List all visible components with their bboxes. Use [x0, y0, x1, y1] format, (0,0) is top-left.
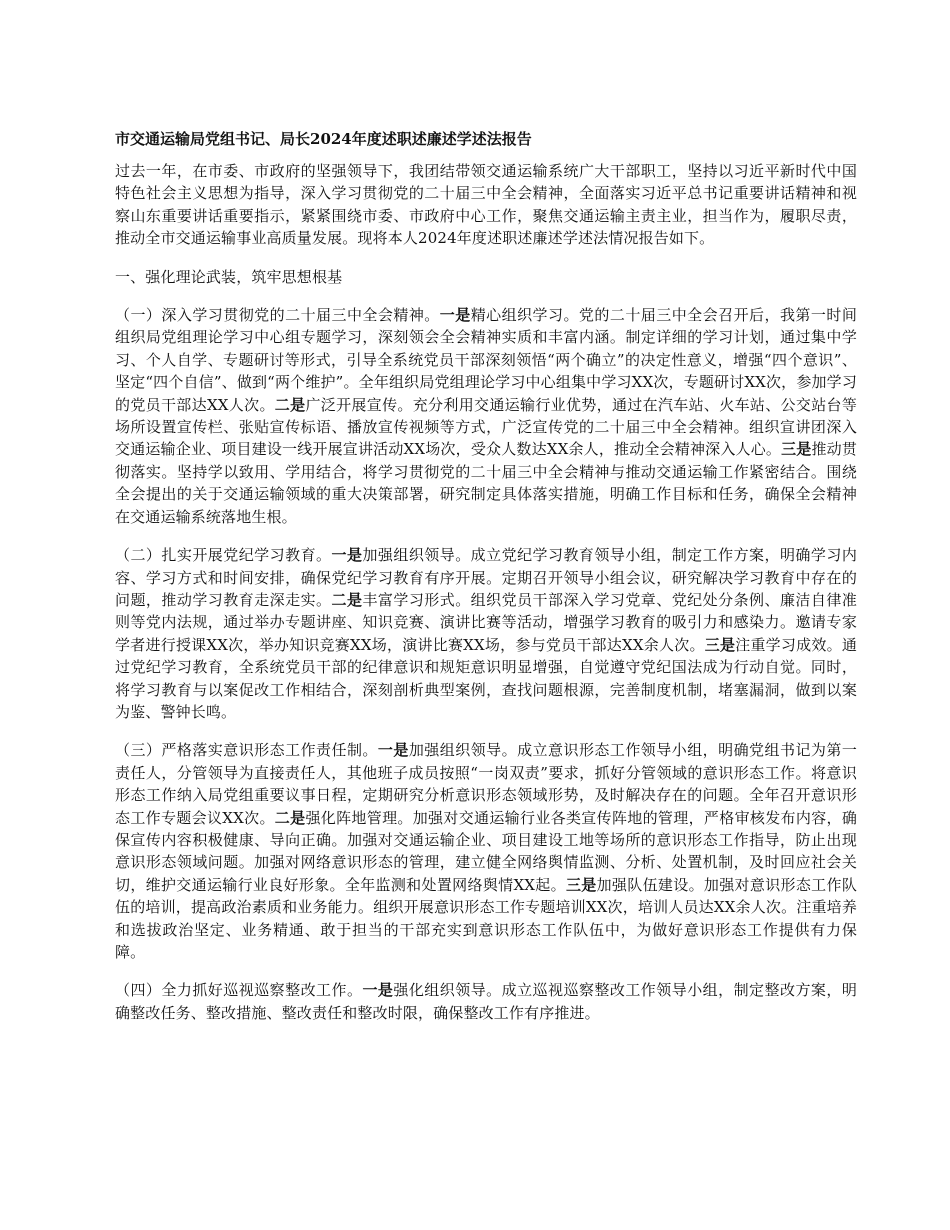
bold-marker: 二是 [274, 395, 306, 414]
paragraph-text: 过去一年，在市委、市政府的坚强领导下，我团结带领交通运输系统广大干部职工，坚持以习近平新时代中国特色社会主义思想为指导，深入学习贯彻党的二十届三中全会精神，全面落实习近平总书记重要讲话精神和视察山东重要讲话重要指示，紧紧围绕市委、市政府中心工作，聚焦交通运输主责主业，担当作为，履职尽责，推动全市交通运输事业高质量发展。现将本人2024年度述职述廉述学述法情况报告如下。 [115, 162, 857, 248]
paragraph-text: 精心组织学习。党的二十届三中全会召开后，我第一时间组织局党组理论学习中心组专题学习，深刻领会全会精神实质和丰富内涵。制定详细的学习计划，通过集中学习、个人自学、专题研讨等形式，引导全系统党员干部深刻领悟“两个确立”的决定性意义，增强“四个意识”、坚定“四个自信”、做到“两个维护”。全年组织局党组理论学习中心组集中学习XX次，专题研讨XX次，参加学习的党员干部达XX人次。 [115, 306, 857, 414]
paragraph-text: 加强队伍建设。加强对意识形态工作队伍的培训，提高政治素质和业务能力。组织开展意识形态工作专题培训XX次，培训人员达XX余人次。注重培养和选拔政治坚定、业务精通、敢于担当的干部充实到意识形态工作队伍中，为做好意识形态工作提供有力保障。 [115, 875, 857, 961]
paragraph-text: 丰富学习形式。组织党员干部深入学习党章、党纪处分条例、廉洁自律准则等党内法规，通过举办专题讲座、知识竞赛、演讲比赛等活动，增强学习教育的吸引力和感染力。邀请专家学者进行授课XX次，举办知识竞赛XX场，演讲比赛XX场，参与党员干部达XX余人次。 [115, 590, 857, 654]
document-title: 市交通运输局党组书记、局长2024年度述职述廉述学述法报告 [115, 130, 532, 148]
paragraph-text: 加强组织领导。成立党纪学习教育领导小组，制定工作方案，明确学习内容、学习方式和时间安排，确保党纪学习教育有序开展。定期召开领导小组会议，研究解决学习教育中存在的问题，推动学习教育走深走实。 [115, 546, 857, 609]
bold-marker: 三是 [781, 440, 812, 459]
paragraph-text: （一）深入学习贯彻党的二十届三中全会精神。 [115, 306, 440, 325]
bold-marker: 一是 [331, 546, 363, 565]
bold-marker: 一是 [362, 981, 394, 1000]
body-paragraph [115, 304, 857, 528]
bold-marker: 二是 [274, 808, 306, 827]
section-heading [115, 266, 857, 288]
paragraph-text: 强化阵地管理。加强对交通运输行业各类宣传阵地的管理，严格审核发布内容，确保宣传内容积极健康、导向正确。加强对交通运输企业、项目建设工地等场所的意识形态工作指导，防止出现意识形态领域问题。加强对网络意识形态的管理，建立健全网络舆情监测、分析、处置机制，及时回应社会关切，维护交通运输行业良好形象。全年监测和处置网络舆情XX起。 [115, 808, 857, 894]
body-paragraph [115, 979, 857, 1024]
body-paragraph [115, 544, 857, 723]
paragraph-text: 加强组织领导。成立意识形态工作领导小组，明确党组书记为第一责任人，分管领导为直接责任人，其他班子成员按照“一岗双责”要求，抓好分管领域的意识形态工作。将意识形态工作纳入局党组重要议事日程，定期研究分析意识形态领域形势，及时解决存在的问题。全年召开意识形态工作专题会议XX次。 [115, 741, 857, 827]
paragraph-text: 注重学习成效。通过党纪学习教育，全系统党员干部的纪律意识和规矩意识明显增强，自觉遵守党纪国法成为行动自觉。同时，将学习教育与以案促改工作相结合，深刻剖析典型案例，查找问题根源，完善制度机制，堵塞漏洞，做到以案为鉴、警钟长鸣。 [115, 635, 857, 721]
bold-marker: 二是 [331, 590, 363, 609]
body-paragraph [115, 160, 857, 250]
paragraph-text: （二）扎实开展党纪学习教育。 [115, 546, 332, 565]
paragraph-text: 强化组织领导。成立巡视巡察整改工作领导小组，制定整改方案，明确整改任务、整改措施、整改责任和整改时限，确保整改工作有序推进。 [115, 981, 857, 1022]
bold-marker: 一是 [377, 741, 409, 760]
paragraph-text: 推动贯彻落实。坚持学以致用、学用结合，将学习贯彻党的二十届三中全会精神与推动交通运输工作紧密结合。围绕全会提出的关于交通运输领域的重大决策部署，研究制定具体落实措施，明确工作目标和任务，确保全会精神在交通运输系统落地生根。 [115, 440, 857, 526]
bold-marker: 一是 [439, 306, 471, 325]
body-paragraph [115, 739, 857, 963]
paragraph-text: （四）全力抓好巡视巡察整改工作。 [115, 981, 363, 1000]
bold-marker: 三是 [565, 875, 597, 894]
paragraph-text: 一、强化理论武装，筑牢思想根基 [115, 267, 343, 286]
paragraph-text: （三）严格落实意识形态工作责任制。 [115, 741, 378, 760]
bold-marker: 三是 [704, 635, 736, 654]
document-body [115, 160, 857, 1040]
paragraph-text: 广泛开展宣传。充分利用交通运输行业优势，通过在汽车站、火车站、公交站台等场所设置宣传栏、张贴宣传标语、播放宣传视频等方式，广泛宣传党的二十届三中全会精神。组织宣讲团深入交通运输企业、项目建设一线开展宣讲活动XX场次，受众人数达XX余人，推动全会精神深入人心。 [115, 395, 857, 459]
